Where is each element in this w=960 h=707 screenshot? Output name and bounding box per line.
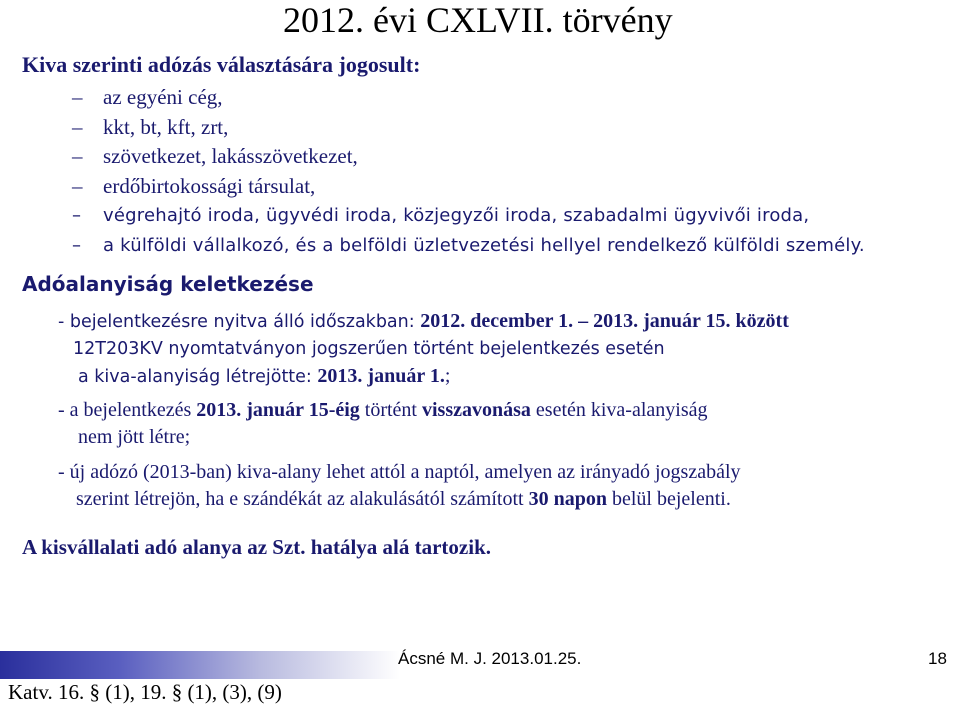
list-item (72, 172, 865, 202)
accounting-act-statement: A kisvállalati adó alanya az Szt. hatálya alá tartozik. (22, 535, 492, 559)
list-item-text: kkt, bt, kft, zrt, (103, 114, 229, 139)
new-taxpayer-text-b: belül bejelenti. (606, 488, 731, 510)
list-item-text: a külföldi vállalkozó, és a belföldi üzletvezetési hellyel rendelkező külföldi személy. (103, 234, 865, 256)
list-item-text: erdőbirtokossági társulat, (103, 173, 316, 198)
list-item-text: szövetkezet, lakásszövetkezet, (103, 144, 358, 168)
kiva-start-label: a kiva-alanyiság létrejötte: (78, 367, 318, 387)
list-item (72, 231, 865, 261)
new-taxpayer-paragraph (58, 459, 741, 513)
registration-period-dates: 2012. december 1. – 2013. január 15. között (420, 310, 789, 332)
list-item (72, 201, 865, 231)
withdrawal-paragraph (58, 397, 708, 451)
list-item-text: végrehajtó iroda, ügyvédi iroda, közjegyzői iroda, szabadalmi ügyvivői iroda, (103, 205, 810, 226)
legal-reference: Katv. 16. § (1), 19. § (1), (3), (9) (8, 680, 282, 704)
registration-line-2: 12T203KV nyomtatványon jogszerűen történt bejelentkezés esetén (73, 339, 665, 359)
new-taxpayer-line-1: - új adózó (2013-ban) kiva-alany lehet attól a naptól, amelyen az irányadó jogszabály (58, 461, 741, 483)
list-item (72, 113, 865, 143)
dash-bullet: – (72, 234, 82, 256)
list-item-text: az egyéni cég, (103, 85, 223, 109)
registration-line-1 (58, 308, 789, 336)
dash-bullet: – (72, 144, 83, 168)
list-item (72, 83, 865, 113)
withdrawal-keyword: visszavonása (422, 399, 531, 421)
new-taxpayer-line-2 (58, 486, 741, 513)
semicolon: ; (444, 365, 451, 387)
withdrawal-deadline: 2013. január 15-éig (196, 399, 360, 421)
footer-author-date: Ácsné M. J. 2013.01.25. (398, 649, 582, 668)
footer-gradient-bar (0, 651, 400, 679)
list-item (72, 142, 865, 172)
dash-bullet: – (72, 205, 82, 226)
new-taxpayer-text-a: szerint létrejön, ha e szándékát az alakulásától számított (76, 488, 529, 510)
withdrawal-line-2: nem jött létre; (78, 426, 191, 448)
tax-liability-heading: Adóalanyiság keletkezése (22, 272, 314, 296)
withdrawal-text-b: történt (359, 399, 422, 421)
registration-paragraph (58, 308, 789, 391)
withdrawal-line-1 (58, 397, 708, 424)
withdrawal-text-c: esetén kiva-alanyiság (530, 399, 708, 421)
kiva-eligibility-heading: Kiva szerinti adózás választására jogosult: (22, 52, 421, 77)
dash-bullet: – (72, 114, 83, 139)
page-title: 2012. évi CXLVII. törvény (283, 0, 673, 40)
withdrawal-text-a: - a bejelentkezés (58, 399, 197, 421)
kiva-start-date: 2013. január 1. (317, 365, 445, 387)
eligible-entities-list (72, 83, 865, 260)
notification-deadline: 30 napon (528, 488, 607, 510)
registration-period-label: - bejelentkezésre nyitva álló időszakban: (58, 312, 421, 332)
registration-line-3 (58, 363, 789, 391)
dash-bullet: – (72, 85, 83, 109)
slide-number: 18 (928, 649, 947, 668)
dash-bullet: – (72, 173, 83, 198)
